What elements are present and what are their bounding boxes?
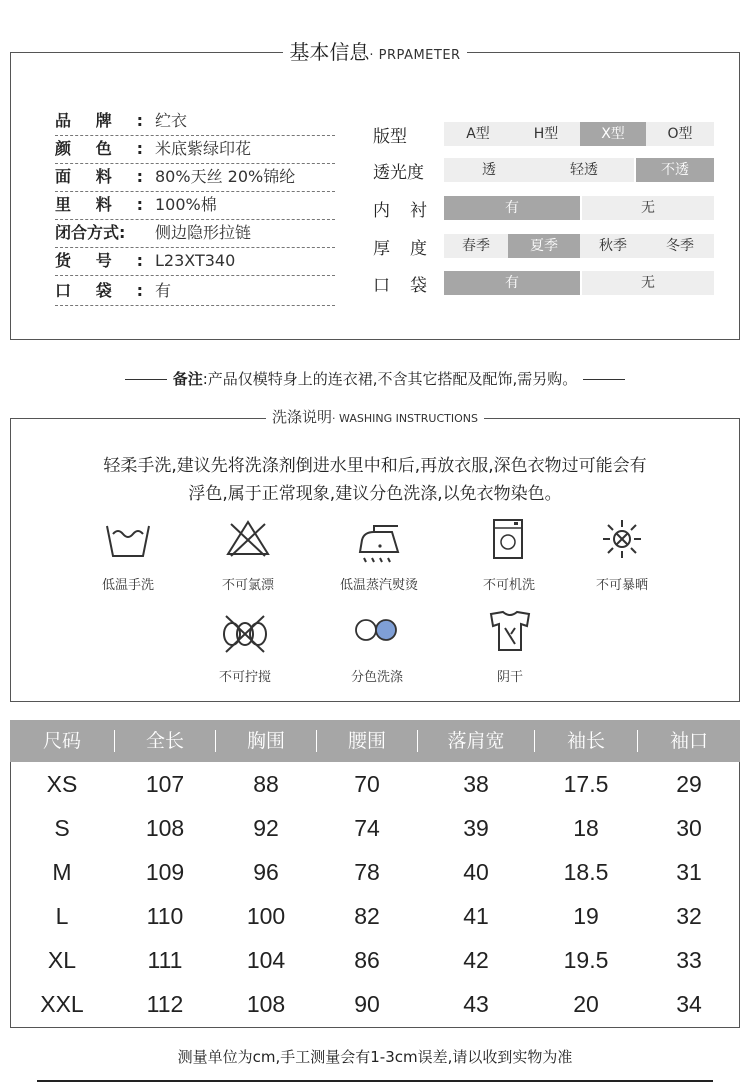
info-key: 里料: bbox=[55, 195, 143, 214]
size-col-sleeve: 袖长 bbox=[566, 730, 605, 752]
header-divider bbox=[534, 730, 535, 752]
table-cell: 82 bbox=[354, 903, 380, 929]
washing-title bbox=[0, 406, 750, 427]
table-cell: 96 bbox=[253, 859, 279, 885]
no-bleach-icon bbox=[223, 516, 273, 562]
note-prefix: 备注 bbox=[172, 370, 203, 388]
note-dash-right bbox=[583, 379, 625, 380]
measurement-note: 测量单位为cm,手工测量会有1-3cm误差,请以收到实物为准 bbox=[177, 1048, 573, 1066]
size-col-shoulder: 落肩宽 bbox=[447, 730, 505, 752]
note-text: :产品仅模特身上的连衣裙,不含其它搭配及配饰,需另购。 bbox=[202, 370, 578, 388]
option-cell-opaque-selected: 不透 bbox=[636, 158, 714, 182]
hand-wash-icon bbox=[103, 518, 153, 564]
info-value: 侧边隐形拉链 bbox=[155, 223, 252, 242]
washing-description bbox=[30, 452, 720, 508]
option-cell-lining-no: 无 bbox=[582, 196, 714, 220]
table-cell: 40 bbox=[463, 859, 489, 885]
table-cell: 43 bbox=[463, 991, 489, 1017]
table-cell: 41 bbox=[463, 903, 489, 929]
info-key: 颜色: bbox=[55, 139, 143, 158]
separate-wash-icon bbox=[352, 608, 402, 654]
size-col-size: 尺码 bbox=[42, 730, 81, 752]
option-cell-sheer: 透 bbox=[444, 158, 534, 182]
info-row-pocket bbox=[55, 278, 335, 306]
table-cell: 86 bbox=[354, 947, 380, 973]
table-cell: 70 bbox=[354, 771, 380, 797]
info-value: 80%天丝 20%锦纶 bbox=[155, 167, 296, 186]
option-label-fit: 版型 bbox=[373, 127, 407, 147]
washing-description-line1: 轻柔手洗,建议先将洗涤剂倒进水里中和后,再放衣服,深色衣物过可能会有 bbox=[103, 456, 647, 476]
wash-label-no-bleach: 不可氯漂 bbox=[221, 578, 274, 593]
wash-label-steam-iron: 低温蒸汽熨烫 bbox=[339, 578, 418, 593]
option-cell-autumn: 秋季 bbox=[580, 234, 646, 258]
table-cell: 104 bbox=[246, 947, 286, 973]
footer-rule bbox=[37, 1080, 713, 1082]
size-col-cuff: 袖口 bbox=[669, 730, 708, 752]
table-cell: 78 bbox=[354, 859, 380, 885]
wash-label-hand-wash: 低温手洗 bbox=[101, 578, 154, 593]
info-row-item-number bbox=[55, 248, 335, 276]
basic-info-title bbox=[0, 36, 750, 65]
table-cell: XXL bbox=[40, 991, 84, 1017]
size-col-length: 全长 bbox=[145, 730, 184, 752]
table-cell: 19 bbox=[573, 903, 599, 929]
info-value: L23XT340 bbox=[155, 251, 236, 270]
shade-dry-icon bbox=[485, 608, 535, 654]
table-cell: 18 bbox=[573, 815, 599, 841]
table-cell: 111 bbox=[147, 947, 183, 973]
table-cell: L bbox=[55, 903, 69, 929]
info-key: 闭合方式: bbox=[55, 223, 126, 242]
table-cell: 38 bbox=[463, 771, 489, 797]
option-label-thickness: 厚度 bbox=[373, 239, 427, 259]
table-cell: 18.5 bbox=[563, 859, 609, 885]
washing-title-cn: 洗涤说明 bbox=[272, 408, 333, 426]
option-cell-winter: 冬季 bbox=[646, 234, 714, 258]
table-cell: 20 bbox=[573, 991, 599, 1017]
no-machine-wash-icon bbox=[484, 516, 534, 562]
info-value: 纻衣 bbox=[155, 111, 188, 130]
info-key: 货号: bbox=[55, 251, 143, 270]
wash-label-no-sun: 不可暴晒 bbox=[595, 578, 648, 593]
table-cell: 19.5 bbox=[563, 947, 609, 973]
info-value: 米底紫绿印花 bbox=[155, 139, 252, 158]
table-cell: 17.5 bbox=[563, 771, 609, 797]
option-label-sheer: 透光度 bbox=[373, 163, 424, 183]
table-cell: 100 bbox=[246, 903, 286, 929]
wash-label-no-machine-wash: 不可机洗 bbox=[482, 578, 535, 593]
note-dash-left bbox=[125, 379, 167, 380]
option-cell-pocket-yes-selected: 有 bbox=[444, 271, 580, 295]
option-cell-light-sheer: 轻透 bbox=[534, 158, 634, 182]
table-cell: 30 bbox=[676, 815, 702, 841]
table-cell: 112 bbox=[146, 991, 184, 1017]
info-row-color bbox=[55, 136, 335, 164]
info-key: 面料: bbox=[55, 167, 143, 186]
table-cell: M bbox=[52, 859, 72, 885]
option-cell-h: H型 bbox=[512, 122, 580, 146]
option-label-pocket: 口袋 bbox=[373, 276, 427, 296]
table-cell: 33 bbox=[676, 947, 702, 973]
no-sun-icon bbox=[597, 516, 647, 562]
info-key: 品牌: bbox=[55, 111, 143, 130]
wash-label-separate-wash: 分色洗涤 bbox=[350, 670, 403, 685]
option-cell-summer-selected: 夏季 bbox=[508, 234, 580, 258]
header-divider bbox=[417, 730, 418, 752]
info-key: 口袋: bbox=[55, 281, 143, 300]
info-row-fabric bbox=[55, 164, 335, 192]
header-divider bbox=[114, 730, 115, 752]
basic-info-title-cn: 基本信息 bbox=[289, 40, 370, 64]
table-cell: 42 bbox=[463, 947, 489, 973]
note-line bbox=[0, 368, 750, 389]
option-cell-x-selected: X型 bbox=[580, 122, 646, 146]
table-cell: 34 bbox=[676, 991, 702, 1017]
info-row-closure bbox=[55, 220, 335, 248]
table-cell: 88 bbox=[253, 771, 279, 797]
header-divider bbox=[215, 730, 216, 752]
size-col-bust: 胸围 bbox=[246, 730, 285, 752]
info-row-lining bbox=[55, 192, 335, 220]
table-cell: 108 bbox=[246, 991, 286, 1017]
wash-label-no-wring: 不可拧搅 bbox=[218, 670, 271, 685]
option-cell-o: O型 bbox=[646, 122, 714, 146]
table-cell: 32 bbox=[676, 903, 702, 929]
table-cell: 92 bbox=[253, 815, 279, 841]
header-divider bbox=[316, 730, 317, 752]
table-cell: XS bbox=[46, 771, 78, 797]
option-cell-pocket-no: 无 bbox=[582, 271, 714, 295]
option-cell-spring: 春季 bbox=[444, 234, 508, 258]
table-cell: 29 bbox=[676, 771, 702, 797]
table-cell: 39 bbox=[463, 815, 489, 841]
table-cell: 110 bbox=[146, 903, 184, 929]
size-col-waist: 腰围 bbox=[347, 730, 386, 752]
option-cell-lining-yes-selected: 有 bbox=[444, 196, 580, 220]
option-label-lining: 内衬 bbox=[373, 201, 427, 221]
steam-iron-icon bbox=[354, 518, 404, 564]
option-cell-a: A型 bbox=[444, 122, 512, 146]
table-cell: 74 bbox=[354, 815, 380, 841]
table-cell: S bbox=[54, 815, 70, 841]
no-wring-icon bbox=[220, 610, 270, 656]
basic-info-title-en: · PRPAMETER bbox=[369, 48, 461, 63]
table-cell: 31 bbox=[676, 859, 702, 885]
table-cell: 109 bbox=[145, 859, 185, 885]
info-row-brand bbox=[55, 108, 335, 136]
info-value: 有 bbox=[155, 281, 172, 300]
wash-label-shade-dry: 阴干 bbox=[496, 670, 523, 685]
table-cell: 108 bbox=[145, 815, 185, 841]
header-divider bbox=[637, 730, 638, 752]
washing-description-line2: 浮色,属于正常现象,建议分色洗涤,以免衣物染色。 bbox=[188, 484, 562, 504]
washing-title-en: · WASHING INSTRUCTIONS bbox=[332, 412, 478, 425]
table-cell: 90 bbox=[354, 991, 380, 1017]
table-cell: 107 bbox=[145, 771, 185, 797]
table-cell: XL bbox=[47, 947, 77, 973]
info-value: 100%棉 bbox=[155, 195, 217, 214]
